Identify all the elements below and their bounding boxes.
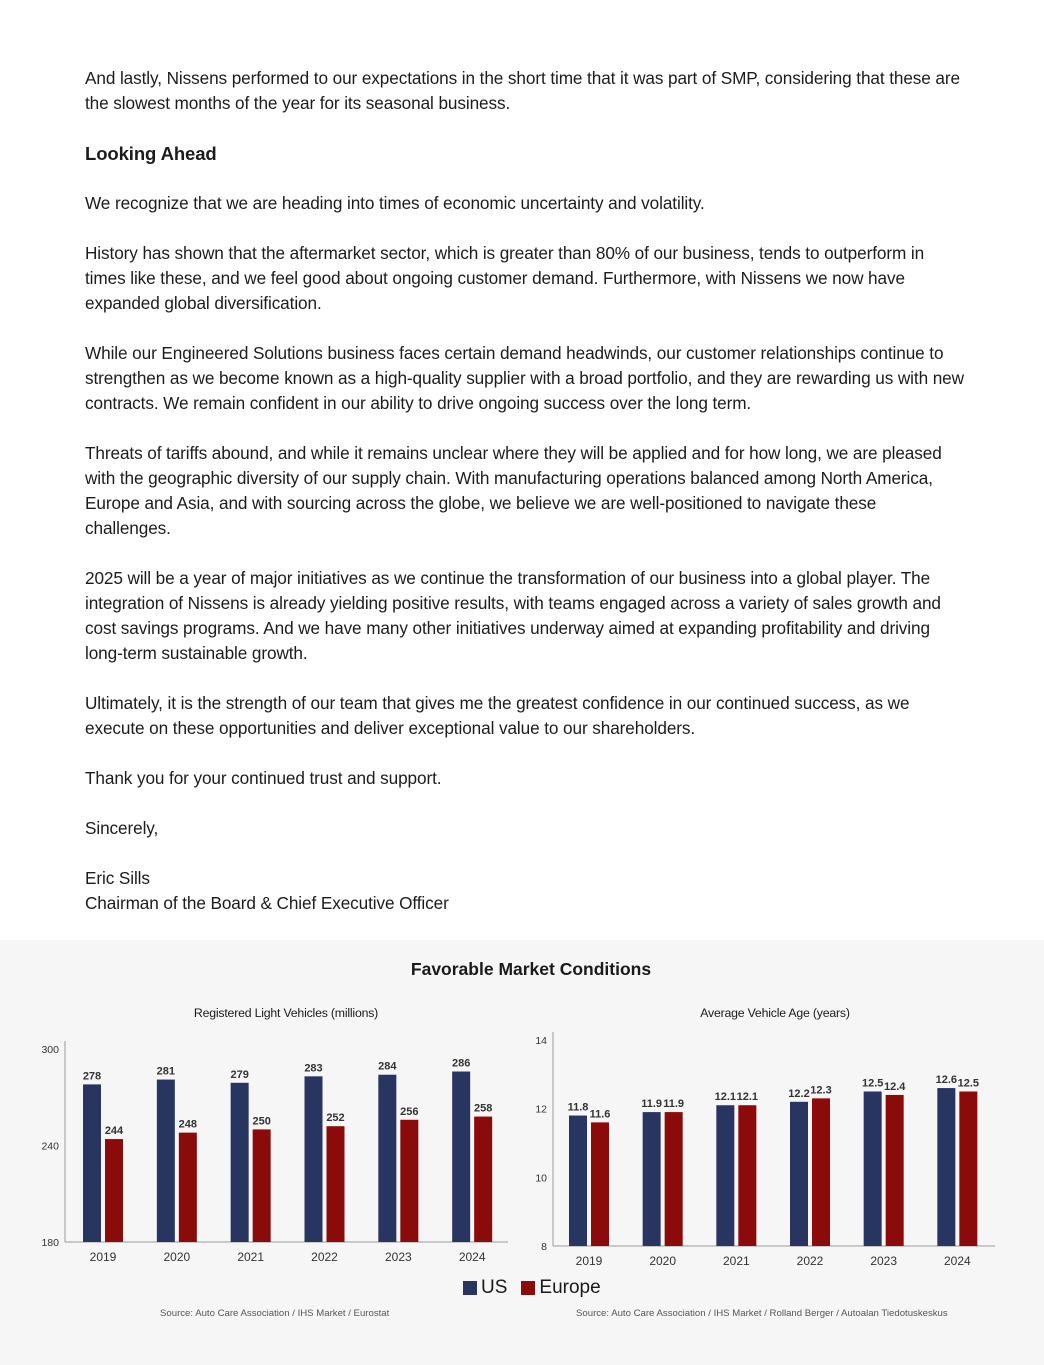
bar-europe-2024 <box>474 1117 492 1242</box>
bar-us-2023 <box>864 1092 882 1247</box>
bar-europe-2023 <box>886 1095 904 1246</box>
y-tick-label: 240 <box>41 1140 59 1153</box>
bar-europe-2024 <box>959 1092 977 1247</box>
chart-legend <box>463 1277 615 1299</box>
y-tick-label: 180 <box>41 1237 59 1249</box>
y-tick-label: 14 <box>535 1035 547 1047</box>
chart-source-left: Source: Auto Care Association / IHS Market / Eurostat <box>160 1308 390 1319</box>
bar-us-2024 <box>937 1088 955 1246</box>
x-tick-label: 2023 <box>870 1254 898 1268</box>
chart-title: Average Vehicle Age (years) <box>700 1006 850 1020</box>
x-tick-label: 2021 <box>237 1250 265 1264</box>
bar-europe-2022 <box>812 1098 830 1246</box>
data-label: 256 <box>400 1105 419 1118</box>
data-label: 12.1 <box>736 1091 759 1104</box>
data-label: 12.3 <box>810 1084 832 1097</box>
closing: Sincerely, <box>85 818 159 838</box>
data-label: 258 <box>473 1102 493 1115</box>
paragraph: History has shown that the aftermarket sector, which is greater than 80% of our business, tends to outperform in times like these, and we feel good about ongoing customer demand. Furthermore, with Nissens we now have expanded global diversification. <box>85 243 925 313</box>
data-label: 12.5 <box>861 1077 884 1090</box>
registered-vehicles-chart <box>20 1000 520 1280</box>
bar-europe-2022 <box>327 1126 345 1242</box>
y-tick-label: 12 <box>535 1103 547 1116</box>
paragraph: We recognize that we are heading into times of economic uncertainty and volatility. <box>85 193 705 213</box>
x-tick-label: 2020 <box>163 1250 191 1264</box>
bar-us-2022 <box>305 1076 323 1242</box>
data-label: 11.9 <box>663 1098 685 1111</box>
bar-us-2021 <box>231 1083 249 1242</box>
panel-title: Favorable Market Conditions <box>410 959 652 979</box>
legend-label-us: US <box>481 1277 508 1298</box>
data-label: 12.6 <box>935 1074 958 1087</box>
legend-swatch-europe <box>521 1281 535 1295</box>
bar-us-2021 <box>716 1105 734 1246</box>
legend-label-europe: Europe <box>539 1277 601 1298</box>
data-label: 252 <box>326 1112 345 1125</box>
bar-us-2020 <box>643 1112 661 1246</box>
data-label: 250 <box>252 1115 271 1128</box>
paragraph: 2025 will be a year of major initiatives as we continue the transformation of our business into a global player. The integration of Nissens is already yielding positive results, with teams engaged across a variety of sales growth and cost savings programs. And we have many other initiatives underway aimed at expanding profitability and driving long-term sustainable growth. <box>85 568 941 663</box>
chart-svg <box>20 1000 520 1280</box>
paragraph: Threats of tariffs abound, and while it remains unclear where they will be applied and for how long, we are pleased with the geographic diversity of our supply chain. With manufacturing operations balanced among North America, Europe and Asia, and with sourcing across the globe, we believe we are well-positioned to navigate these challenges. <box>85 443 942 538</box>
x-tick-label: 2024 <box>943 1254 971 1268</box>
signature-title: Chairman of the Board & Chief Executive Officer <box>85 893 449 913</box>
bar-us-2023 <box>378 1075 396 1242</box>
bar-europe-2020 <box>179 1133 197 1242</box>
vehicle-age-chart <box>520 1000 1020 1280</box>
data-label: 248 <box>178 1118 198 1131</box>
data-label: 11.9 <box>641 1098 663 1111</box>
bar-europe-2019 <box>591 1122 609 1246</box>
data-label: 284 <box>378 1060 397 1073</box>
x-tick-label: 2022 <box>796 1254 824 1268</box>
x-tick-label: 2020 <box>649 1254 677 1268</box>
legend-item-europe <box>521 1277 600 1299</box>
data-label: 278 <box>82 1070 102 1083</box>
data-label: 283 <box>304 1062 323 1075</box>
y-tick-label: 10 <box>535 1172 547 1185</box>
paragraph: While our Engineered Solutions business faces certain demand headwinds, our customer relationships continue to strengthen as we become known as a high-quality supplier with a broad portfolio, and they are rewarding us with new contracts. We remain confident in our ability to drive ongoing success over the long term. <box>85 343 964 413</box>
data-label: 11.6 <box>589 1108 611 1121</box>
bar-europe-2023 <box>400 1120 418 1242</box>
data-label: 12.1 <box>714 1091 737 1104</box>
legend-item-us <box>463 1277 507 1299</box>
signature-name: Eric Sills <box>85 868 150 888</box>
bar-us-2019 <box>569 1116 587 1246</box>
bar-us-2020 <box>157 1080 175 1242</box>
chart-title: Registered Light Vehicles (millions) <box>193 1006 379 1020</box>
legend-swatch-us <box>463 1281 477 1295</box>
data-label: 12.5 <box>957 1077 980 1090</box>
data-label: 279 <box>230 1068 249 1081</box>
data-label: 286 <box>451 1057 471 1070</box>
data-label: 244 <box>104 1125 124 1138</box>
paragraph: Thank you for your continued trust and support. <box>85 768 442 788</box>
bar-us-2022 <box>790 1102 808 1246</box>
y-tick-label: 300 <box>41 1044 59 1056</box>
x-tick-label: 2019 <box>89 1250 117 1264</box>
bar-europe-2021 <box>738 1105 756 1246</box>
x-tick-label: 2022 <box>311 1250 338 1264</box>
data-label: 11.8 <box>567 1101 589 1114</box>
letter-body <box>85 66 965 916</box>
chart-svg <box>520 1000 1020 1280</box>
paragraph: Ultimately, it is the strength of our team that gives me the greatest confidence in our continued success, as we execute on these opportunities and deliver exceptional value to our shareholders. <box>85 693 910 738</box>
section-heading: Looking Ahead <box>85 143 217 164</box>
bar-europe-2020 <box>665 1112 683 1246</box>
paragraph: And lastly, Nissens performed to our expectations in the short time that it was part of SMP, considering that these are the slowest months of the year for its seasonal business. <box>85 68 960 113</box>
x-tick-label: 2021 <box>722 1254 750 1268</box>
x-tick-label: 2024 <box>458 1250 486 1264</box>
chart-source-right: Source: Auto Care Association / IHS Market / Rolland Berger / Autoalan Tiedotuskeskus <box>576 1308 948 1319</box>
bar-europe-2021 <box>253 1129 271 1242</box>
data-label: 12.4 <box>883 1080 906 1093</box>
bar-us-2019 <box>83 1084 101 1242</box>
bar-us-2024 <box>452 1072 470 1242</box>
data-label: 12.2 <box>788 1087 810 1100</box>
x-tick-label: 2019 <box>575 1254 603 1268</box>
data-label: 281 <box>156 1065 176 1078</box>
y-tick-label: 8 <box>541 1241 547 1253</box>
x-tick-label: 2023 <box>384 1250 412 1264</box>
market-conditions-panel <box>0 940 1044 1365</box>
bar-europe-2019 <box>105 1139 123 1242</box>
